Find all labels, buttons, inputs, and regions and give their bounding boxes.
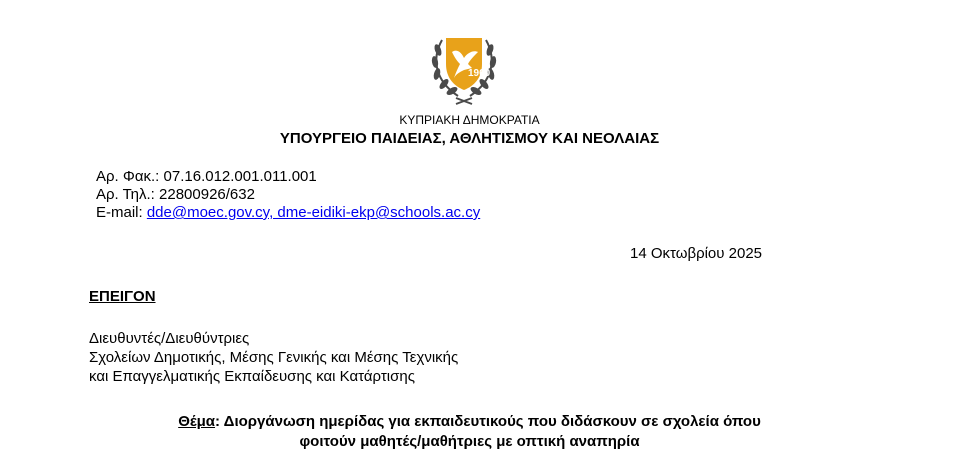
- recipient-line: Σχολείων Δημοτικής, Μέσης Γενικής και Μέσης Τεχνικής: [89, 349, 459, 366]
- email-link[interactable]: dde@moec.gov.cy, dme-eidiki-ekp@schools.ac.cy: [146, 204, 481, 221]
- email-label: E-mail:: [96, 204, 143, 221]
- cyprus-coat-of-arms-icon: [428, 28, 500, 108]
- recipient-line: και Επαγγελματικής Εκπαίδευσης και Κατάρτισης: [89, 368, 415, 385]
- file-reference: [96, 168, 317, 186]
- phone-value: 22800926/632: [159, 186, 255, 203]
- svg-text:1960: 1960: [468, 68, 491, 79]
- subject-text-line2: φοιτούν μαθητές/μαθήτριες με οπτική αναπηρία: [299, 433, 640, 450]
- urgent-label: ΕΠΕΙΓΟΝ: [89, 288, 156, 305]
- subject-text-line1: Διοργάνωση ημερίδας για εκπαιδευτικούς που διδάσκουν σε σχολεία όπου: [223, 413, 761, 430]
- file-reference-value: 07.16.012.001.011.001: [163, 168, 317, 185]
- phone-label: Αρ. Τηλ.:: [96, 186, 155, 203]
- phone-reference: [96, 186, 255, 204]
- letter-date: 14 Οκτωβρίου 2025: [630, 245, 763, 262]
- file-reference-label: Αρ. Φακ.:: [96, 168, 160, 185]
- email-reference: [96, 204, 480, 222]
- subject-separator: :: [215, 413, 221, 430]
- ministry-name: ΥΠΟΥΡΓΕΙΟ ΠΑΙΔΕΙΑΣ, ΑΘΛΗΤΙΣΜΟΥ ΚΑΙ ΝΕΟΛΑΙΑΣ: [279, 130, 660, 147]
- subject-label: Θέμα: [178, 413, 216, 430]
- recipient-line: Διευθυντές/Διευθύντριες: [89, 330, 250, 347]
- subject-line: [0, 413, 939, 430]
- republic-name: ΚΥΠΡΙΑΚΗ ΔΗΜΟΚΡΑΤΙΑ: [399, 113, 540, 127]
